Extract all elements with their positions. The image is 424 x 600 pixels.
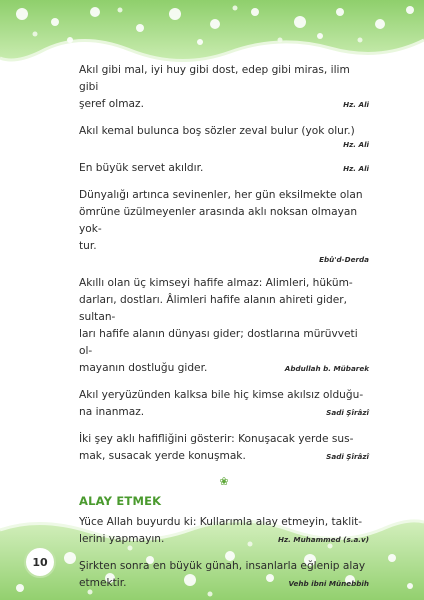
quote-line [79, 575, 369, 592]
quote-author: Hz. Ali [343, 164, 369, 173]
quote-line-text: Dünyalığı artınca sevinenler, her gün eksilmekte olan [79, 189, 363, 201]
quote-block [79, 275, 369, 377]
quote-line [79, 204, 369, 238]
quote-line [79, 514, 369, 531]
quote-line [79, 531, 369, 548]
section-title: ALAY ETMEK [79, 494, 162, 508]
quote-line [79, 326, 369, 360]
quote-block [79, 514, 369, 548]
quote-line [79, 96, 369, 113]
page-number: 10 [24, 546, 56, 578]
quote-line-text: ömrüne üzülmeyenler arasında aklı noksan olmayan yok- [79, 206, 358, 235]
quote-author: Ebû'd-Derda [319, 255, 369, 264]
quote-line [79, 360, 369, 377]
quote-line-text: İki şey aklı hafifliğini gösterir: Konuşacak yerde sus- [79, 433, 354, 445]
quote-author: Abdullah b. Mübarek [284, 364, 369, 373]
quote-line-text: tur. [79, 240, 97, 252]
quote-author: Hz. Ali [343, 140, 369, 149]
quote-block [79, 431, 369, 465]
quote-block [79, 558, 369, 592]
quote-line-text: Akıllı olan üç kimseyi hafife almaz: Alimleri, hüküm- [79, 277, 353, 289]
quote-author: Hz. Muhammed (s.a.v) [277, 535, 369, 544]
quote-line-text: darları, dostları. Âlimleri hafife alanın ahireti gider, sultan- [79, 294, 348, 323]
quote-line-text: şeref olmaz. [79, 98, 144, 110]
quote-line-text: lerini yapmayın. [79, 533, 165, 545]
quote-line [79, 431, 369, 448]
quote-block [79, 62, 369, 113]
flower-divider-icon: ❀ [219, 475, 229, 488]
quote-line-text: Yüce Allah buyurdu ki: Kullarımla alay etmeyin, taklit- [79, 516, 363, 528]
quote-line-text: Şirkten sonra en büyük günah, insanlarla eğlenip alay [79, 560, 366, 572]
quote-line [79, 160, 369, 177]
quote-line-text: etmektir. [79, 577, 127, 589]
quote-line [79, 123, 369, 140]
quote-line [79, 238, 369, 255]
quote-line-text: Akıl yeryüzünden kalksa bile hiç kimse akılsız olduğu- [79, 389, 364, 401]
quote-line-text: En büyük servet akıldır. [79, 162, 204, 174]
quote-line-text: Akıl kemal bulunca boş sözler zeval bulur (yok olur.) [79, 125, 355, 137]
quote-line [79, 292, 369, 326]
quote-block [79, 160, 369, 177]
quote-line-text: mayanın dostluğu gider. [79, 362, 208, 374]
quote-author: Sadi Şîrâzî [326, 452, 369, 461]
quotes-content [79, 62, 369, 600]
quote-line-text: ları hafife alanın dünyası gider; dostlarına mürüvveti ol- [79, 328, 358, 357]
quote-block [79, 123, 369, 150]
quote-line-text: na inanmaz. [79, 406, 145, 418]
quote-line [79, 62, 369, 96]
quote-line [79, 558, 369, 575]
quote-line [79, 387, 369, 404]
quote-line [79, 187, 369, 204]
quote-line-text: mak, susacak yerde konuşmak. [79, 450, 246, 462]
quote-line [79, 404, 369, 421]
quote-line [79, 448, 369, 465]
quote-line-text: Akıl gibi mal, iyi huy gibi dost, edep gibi miras, ilim gibi [79, 64, 350, 93]
quote-author: Sadi Şîrâzî [326, 408, 369, 417]
quote-block [79, 187, 369, 265]
quote-block [79, 387, 369, 421]
quote-line [79, 275, 369, 292]
quote-author: Vehb ibni Münebbih [288, 579, 369, 588]
quote-author: Hz. Ali [343, 100, 369, 109]
